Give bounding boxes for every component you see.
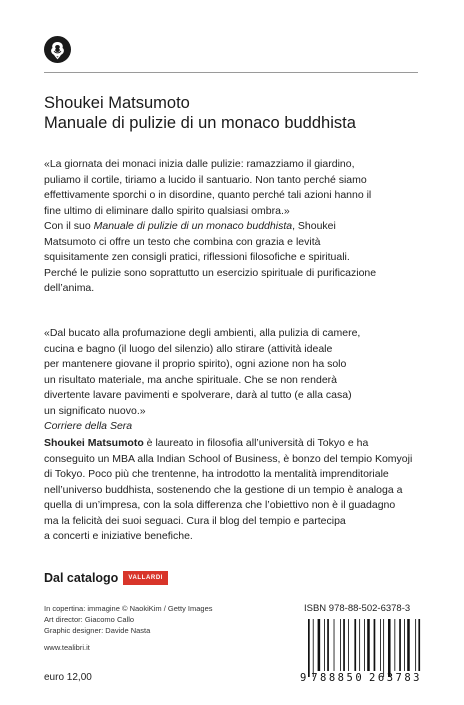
catalog-label: Dal catalogo xyxy=(44,571,119,585)
blurb-line: «La giornata dei monaci inizia dalle pulizie: ramazziamo il giardino, xyxy=(44,158,355,170)
barcode-digits xyxy=(300,672,422,684)
quote-line: un risultato materiale, ma anche spirituale. Che se non renderà xyxy=(44,373,337,386)
barcode-bar xyxy=(348,619,349,671)
barcode-bar xyxy=(418,619,420,671)
cover-credits xyxy=(44,603,213,636)
barcode-bar xyxy=(308,619,310,677)
barcode-bar xyxy=(340,619,341,671)
barcode-bar xyxy=(313,619,314,677)
barcode-bar xyxy=(334,619,335,671)
blurb-text: , Shoukei xyxy=(292,220,336,232)
book-price: euro 12,00 xyxy=(44,672,92,683)
blurb-line: squisitamente zen consigli pratici, riflessioni filosofiche e spirituali. xyxy=(44,251,350,263)
bio-line: nell’universo buddhista, sostenendo che la gestione di un tempio è analoga a xyxy=(44,483,403,496)
barcode-bar xyxy=(388,619,391,677)
barcode-digit-group: 9 xyxy=(300,672,307,684)
credit-line: In copertina: immagine © NaokiKim / Getty Images xyxy=(44,604,213,613)
publisher-website[interactable]: www.tealibri.it xyxy=(44,643,90,652)
barcode-bar xyxy=(359,619,360,671)
header-divider xyxy=(44,72,418,73)
review-quote xyxy=(44,326,422,435)
bio-line: conseguito un MBA alla Indian School of Business, è bonzo del tempio Komyoji xyxy=(44,452,413,465)
barcode-bar xyxy=(364,619,365,671)
quote-line: cucina e bagno (il luogo del silenzio) allo stirare (attività ideale xyxy=(44,342,333,355)
quote-line: per mantenere giovane il proprio spirito), ogni azione non ha solo xyxy=(44,358,347,370)
barcode-bar xyxy=(404,619,405,671)
bio-line: di Tokyo. Poco più che trentenne, ha introdotto la mentalità imprenditoriale xyxy=(44,468,389,480)
bio-text: è laureato in filosofia all’università di Tokyo e ha xyxy=(143,437,369,449)
catalog-section xyxy=(44,571,168,585)
blurb-text: Con il suo xyxy=(44,220,94,232)
credit-line: Art director: Giacomo Callo xyxy=(44,615,135,624)
barcode-bar xyxy=(367,619,370,671)
book-author: Shoukei Matsumoto xyxy=(44,94,190,112)
author-bio xyxy=(44,436,422,545)
barcode-bar xyxy=(380,619,381,671)
blurb-line: puliamo il cortile, tiriamo a lucido il santuario. Non tanto perché siamo xyxy=(44,173,367,186)
bio-author-name: Shoukei Matsumoto xyxy=(44,437,144,449)
publisher-badge: VALLARDI xyxy=(123,571,168,585)
barcode-digit-group: 788850 xyxy=(311,672,365,684)
isbn-number: ISBN 978-88-502-6378-3 xyxy=(304,603,411,614)
book-title: Manuale di pulizie di un monaco buddhista xyxy=(44,114,356,132)
bio-line xyxy=(44,436,422,452)
barcode-bar xyxy=(354,619,356,671)
quote-line: «Dal bucato alla profumazione degli ambienti, alla pulizia di camere, xyxy=(44,327,361,339)
barcode-bar xyxy=(343,619,345,671)
blurb-line: Matsumoto ci offre un testo che combina con grazia e levità xyxy=(44,235,321,248)
blurb-line: effettivamente sporchi o in disordine, quanto perché tali azioni hanno il xyxy=(44,189,372,201)
barcode-bar xyxy=(327,619,329,671)
blurb-paragraph-1 xyxy=(44,157,422,297)
barcode-digit-group: 263783 xyxy=(369,672,422,684)
barcode-bar xyxy=(374,619,376,671)
book-title-italic: Manuale di pulizie di un monaco buddhista xyxy=(93,220,293,232)
barcode-bar xyxy=(399,619,401,671)
barcode-bar xyxy=(407,619,410,671)
barcode-bar xyxy=(383,619,384,677)
quote-line: divertente lavare pavimenti e spolverare, darà al tutto (e alla casa) xyxy=(44,389,352,401)
bio-line: a concerti e iniziative benefiche. xyxy=(44,530,193,542)
rose-logo-icon xyxy=(44,36,71,63)
barcode-bar xyxy=(318,619,321,671)
barcode-bar xyxy=(324,619,325,671)
barcode-bar xyxy=(394,619,395,671)
credit-line: Graphic designer: Davide Nasta xyxy=(44,626,151,635)
quote-line: un significato nuovo.» xyxy=(44,404,146,417)
blurb-line: fine ultimo di eliminare dallo spirito qualsiasi ombra.» xyxy=(44,204,290,217)
quote-source: Corriere della Sera xyxy=(44,420,133,432)
blurb-line: dell’anima. xyxy=(44,282,95,294)
bio-line: ma la felicità dei suoi seguaci. Cura il blog del tempio e partecipa xyxy=(44,514,346,527)
blurb-line xyxy=(44,219,422,235)
bio-line: quella di un’impresa, con la sola differenza che l’obiettivo non è il guadagno xyxy=(44,499,396,511)
barcode-bar xyxy=(415,619,416,671)
blurb-line: Perché le pulizie sono soprattutto un esercizio spirituale di purificazione xyxy=(44,266,377,279)
